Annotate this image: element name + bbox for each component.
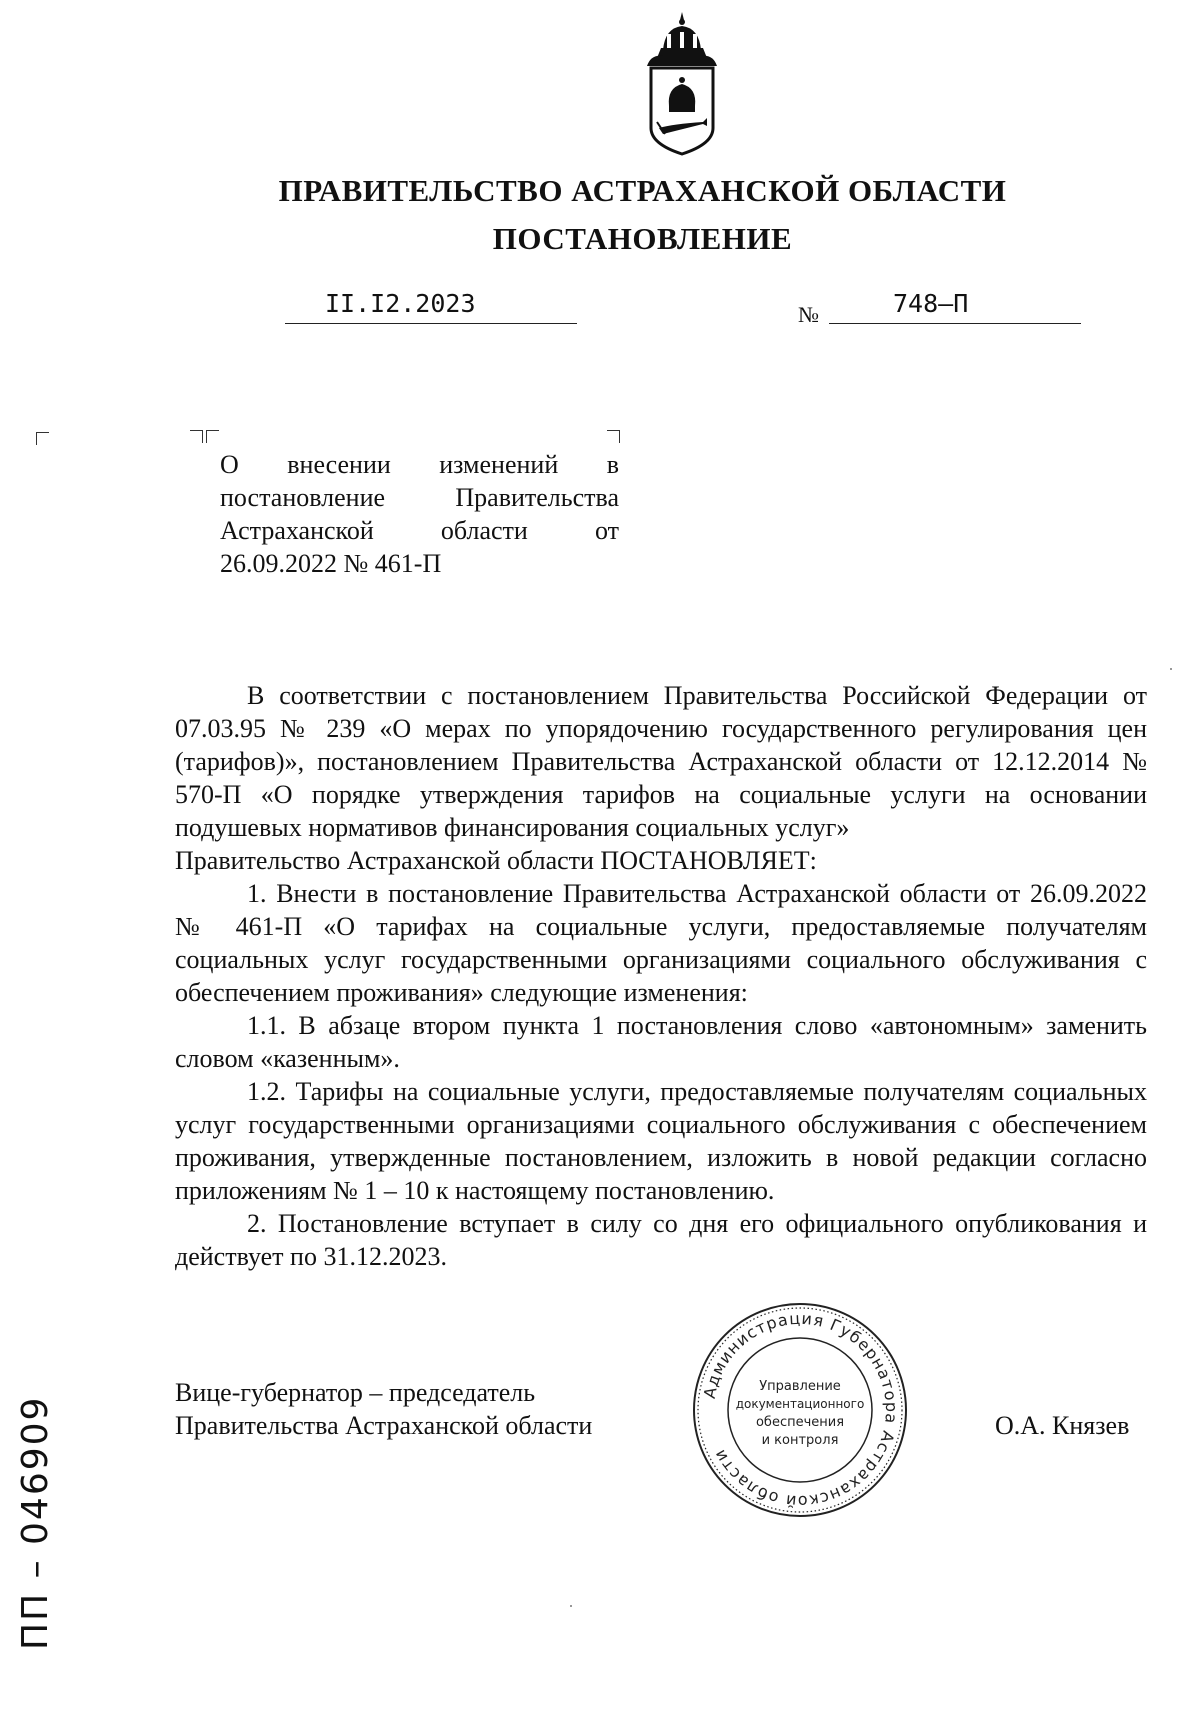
government-title: ПРАВИТЕЛЬСТВО АСТРАХАНСКОЙ ОБЛАСТИ [278,173,1007,208]
body-paragraph: Правительство Астраханской области ПОСТАНОВЛЯЕТ: [175,846,817,875]
number-sign: № [798,302,819,327]
scan-speck [1170,668,1172,670]
signer-position-line: Вице-губернатор – председатель [175,1378,536,1407]
stamp-center-line: Управление [759,1379,841,1394]
subject-line: постановление Правительства [220,483,619,512]
body-paragraph: 2. Постановление вступает в силу со дня его официального опубликования и действует по 31.12.2023. [175,1209,1147,1271]
subject-line: О внесении изменений в [220,450,619,479]
stamp-center-line: обеспечения [755,1415,845,1430]
document-number: 748–П [829,288,1081,324]
body-paragraph: 1. Внести в постановление Правительства Астраханской области от 26.09.2022 № 461-П «О тарифах на социальные услуги, предоставляемые получателям социальных услуг государственными организациями социального обслуживания с обеспечением проживания» следующие изменения: [175,879,1147,1007]
subject-line: 26.09.2022 № 461-П [220,549,442,578]
body-paragraph: 1.1. В абзаце втором пункта 1 постановления слово «автономным» заменить словом «казенным». [175,1011,1147,1073]
document-body [175,679,1147,1273]
subject-corner-mark [607,430,620,443]
body-paragraph: В соответствии с постановлением Правительства Российской Федерации от 07.03.95 № 239 «О мерах по упорядочению государственного регулирования цен (тарифов)», постановлением Правительства Астраханской области от 12.12.2014 № 570-П «О порядке утверждения тарифов на социальные услуги на основании подушевых нормативов финансирования социальных услуг» [175,681,1147,842]
signer-position [175,1376,592,1442]
document-type-title: ПОСТАНОВЛЕНИЕ [492,221,793,256]
margin-corner-mark [36,432,49,445]
stamp-center-line: и контроля [761,1433,839,1448]
official-stamp [690,1300,910,1520]
stamp-ring-text: Администрация Губернатора Астраханской области [699,1308,902,1512]
document-subject [220,448,619,580]
subject-corner-mark [206,430,219,443]
signer-position-line: Правительства Астраханской области [175,1411,593,1440]
coat-of-arms-icon [633,10,731,160]
stamp-center-line: документационного [735,1397,865,1411]
body-paragraph: 1.2. Тарифы на социальные услуги, предоставляемые получателям социальных услуг государственными организациями социального обслуживания с обеспечением проживания, утвержденные постановлением, изложить в новой редакции согласно приложениям № 1 – 10 к настоящему постановлению. [175,1077,1147,1205]
subject-line: Астраханской области от [220,516,619,545]
document-date: II.I2.2023 [285,288,577,324]
form-serial-number: ПП – 046909 [15,1395,56,1650]
signer-name: О.А. Князев [995,1411,1130,1440]
subject-corner-mark [190,430,203,443]
scan-speck [570,1605,572,1607]
